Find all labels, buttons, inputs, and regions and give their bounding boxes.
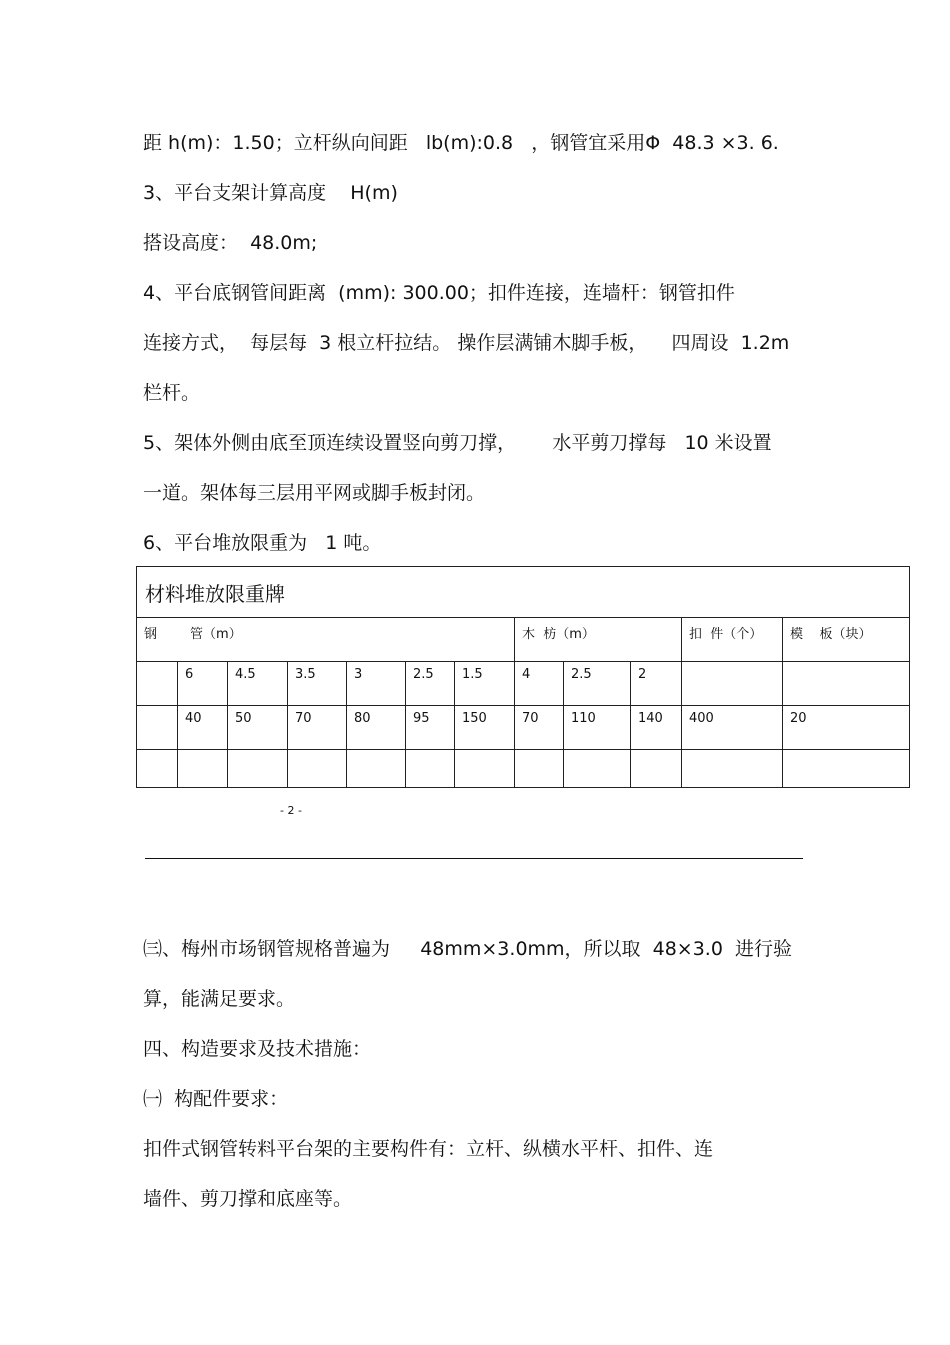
- table-row-lengths: [137, 662, 910, 706]
- paragraph-line: 扣件式钢管转料平台架的主要构件有：立杆、纵横水平杆、扣件、连: [143, 1138, 714, 1160]
- table-cell: [564, 750, 631, 788]
- paragraph-line: 一道。架体每三层用平网或脚手板封闭。: [143, 482, 486, 504]
- table-cell: 1.5: [455, 662, 515, 706]
- header-steel-pipe: 钢 管（m）: [137, 618, 515, 662]
- table-row-empty: [137, 750, 910, 788]
- table-cell: [228, 750, 288, 788]
- table-cell: 2.5: [406, 662, 455, 706]
- table-cell: 50: [228, 706, 288, 750]
- table-cell: 110: [564, 706, 631, 750]
- table-cell: [288, 750, 347, 788]
- table-cell: 95: [406, 706, 455, 750]
- paragraph-line: 3、平台支架计算高度 H(m): [143, 182, 398, 204]
- paragraph-line: 距 h(m)：1.50；立杆纵向间距 lb(m):0.8 ，钢管宜采用Φ 48.3 ×3. 6.: [143, 132, 779, 154]
- table-cell: 3: [347, 662, 406, 706]
- header-timber: 木 枋（m）: [515, 618, 682, 662]
- paragraph-line: ㈢、梅州市场钢管规格普遍为 48mm×3.0mm，所以取 48×3.0 进行验: [143, 938, 793, 960]
- table-cell: 6: [178, 662, 228, 706]
- page-number: - 2 -: [280, 804, 302, 817]
- table-cell: 40: [178, 706, 228, 750]
- table-cell: [783, 662, 910, 706]
- table-cell: [783, 750, 910, 788]
- table-cell: [178, 750, 228, 788]
- page-divider: [145, 858, 803, 859]
- table-cell: 150: [455, 706, 515, 750]
- table-cell: [406, 750, 455, 788]
- paragraph-line: 连接方式， 每层每 3 根立杆拉结。 操作层满铺木脚手板， 四周设 1.2m: [143, 332, 790, 354]
- table-cell: [137, 662, 178, 706]
- table-cell: 70: [288, 706, 347, 750]
- table-cell: 70: [515, 706, 564, 750]
- table-cell: [631, 750, 682, 788]
- table-cell: [455, 750, 515, 788]
- section-heading: 四、构造要求及技术措施：: [143, 1038, 372, 1060]
- table-cell: [137, 706, 178, 750]
- table-cell: 4: [515, 662, 564, 706]
- table-cell: 80: [347, 706, 406, 750]
- paragraph-line: 墙件、剪刀撑和底座等。: [143, 1188, 353, 1210]
- table-cell: [682, 750, 783, 788]
- paragraph-line: 6、平台堆放限重为 1 吨。: [143, 532, 382, 554]
- paragraph-line: 算，能满足要求。: [143, 988, 296, 1010]
- paragraph-line: 5、架体外侧由底至顶连续设置竖向剪刀撑， 水平剪刀撑每 10 米设置: [143, 432, 772, 454]
- paragraph-line: 4、平台底钢管间距离 (mm): 300.00；扣件连接，连墙杆：钢管扣件: [143, 282, 735, 304]
- table-cell: 140: [631, 706, 682, 750]
- table-cell: 20: [783, 706, 910, 750]
- table-cell: [347, 750, 406, 788]
- paragraph-line: 栏杆。: [143, 382, 201, 404]
- table-cell: 2.5: [564, 662, 631, 706]
- header-formwork: 模 板（块）: [783, 618, 910, 662]
- table-row-limits: [137, 706, 910, 750]
- table-cell: [137, 750, 178, 788]
- header-fastener: 扣 件（个）: [682, 618, 783, 662]
- table-cell: 3.5: [288, 662, 347, 706]
- table-title: 材料堆放限重牌: [137, 567, 910, 618]
- table-cell: [515, 750, 564, 788]
- table-cell: 4.5: [228, 662, 288, 706]
- table-cell: 2: [631, 662, 682, 706]
- paragraph-line: 搭设高度： 48.0m;: [143, 232, 318, 254]
- load-limit-table: [136, 566, 910, 788]
- table-cell: 400: [682, 706, 783, 750]
- subsection-heading: ㈠ 构配件要求：: [143, 1088, 289, 1110]
- table-cell: [682, 662, 783, 706]
